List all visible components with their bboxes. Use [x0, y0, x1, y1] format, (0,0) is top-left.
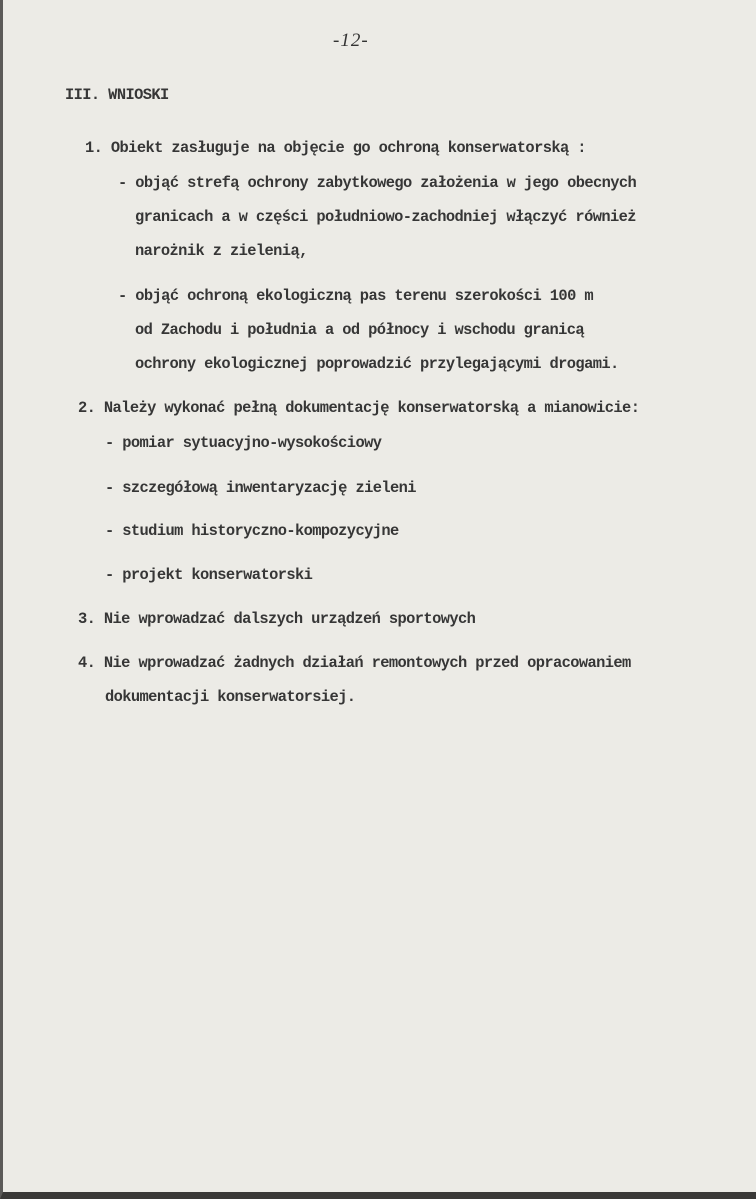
conclusion-2-bullet-3: - studium historyczno-kompozycyjne	[105, 522, 399, 540]
conclusion-1-bullet-1-line-2: granicach a w części południowo-zachodniej włączyć również	[135, 208, 636, 226]
page-number: -12-	[333, 30, 369, 51]
section-heading: III. WNIOSKI	[65, 86, 169, 104]
conclusion-4-lead: 4. Nie wprowadzać żadnych działań remontowych przed opracowaniem	[78, 654, 631, 672]
conclusion-1-bullet-2-line-3: ochrony ekologicznej poprowadzić przylegającymi drogami.	[135, 355, 619, 373]
conclusion-4-continuation: dokumentacji konserwatorsiej.	[105, 688, 356, 706]
conclusion-2-bullet-4: - projekt konserwatorski	[105, 566, 313, 584]
conclusion-2-bullet-1: - pomiar sytuacyjno-wysokościowy	[105, 434, 382, 452]
conclusion-1-bullet-1-line-1: - objąć strefą ochrony zabytkowego założenia w jego obecnych	[118, 174, 637, 192]
conclusion-1-bullet-2-line-1: - objąć ochroną ekologiczną pas terenu szerokości 100 m	[118, 287, 593, 305]
conclusion-1-lead: 1. Obiekt zasługuje na objęcie go ochroną konserwatorską :	[85, 139, 586, 157]
conclusion-3-lead: 3. Nie wprowadzać dalszych urządzeń sportowych	[78, 610, 476, 628]
conclusion-1-bullet-2-line-2: od Zachodu i południa a od północy i wschodu granicą	[135, 321, 585, 339]
conclusion-2-lead: 2. Należy wykonać pełną dokumentację konserwatorską a mianowicie:	[78, 399, 640, 417]
conclusion-1-bullet-1-line-3: narożnik z zielenią,	[135, 242, 308, 260]
conclusion-2-bullet-2: - szczegółową inwentaryzację zieleni	[105, 479, 416, 497]
